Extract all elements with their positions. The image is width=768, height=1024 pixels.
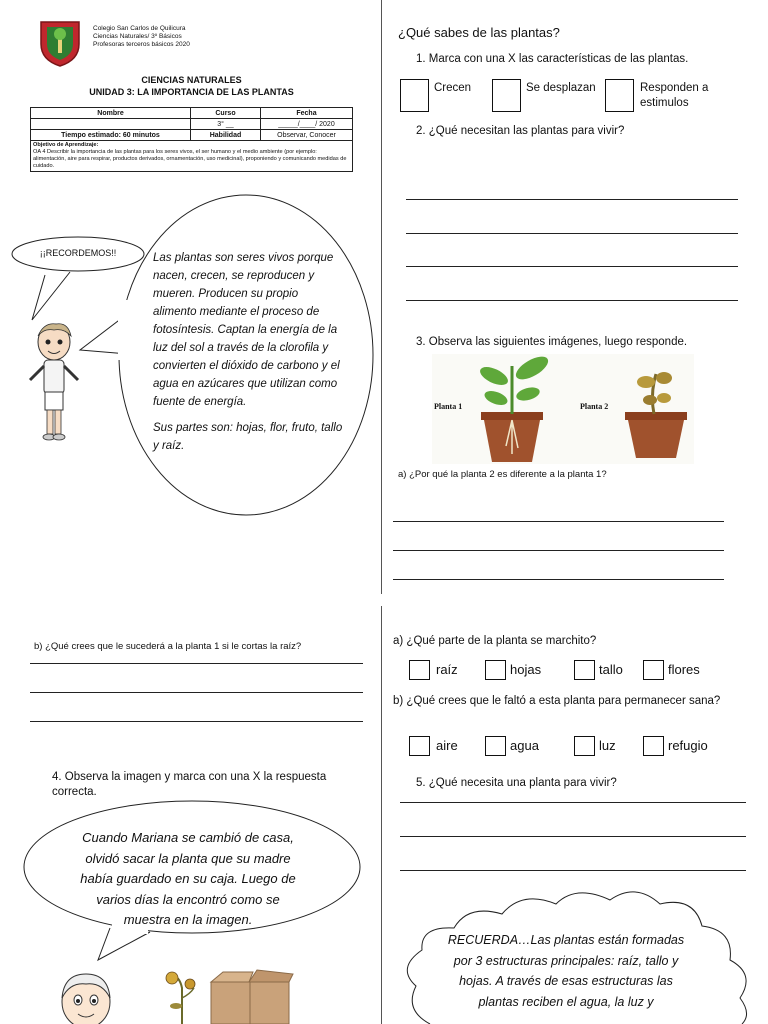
label-raiz: raíz [436, 662, 458, 677]
label-desplazan: Se desplazan [526, 82, 596, 94]
answer-line-q5-3[interactable] [400, 870, 746, 871]
checkbox-desplazan[interactable] [492, 79, 521, 112]
label-planta-1: Planta 1 [434, 402, 463, 411]
nombre-field[interactable] [31, 119, 191, 130]
question-3b: b) ¿Qué crees que le sucederá a la planta 1 si le cortas la raíz? [34, 641, 302, 652]
checkbox-aire[interactable] [409, 736, 430, 756]
recordemos-bubble-text: ¡¡RECORDEMOS!! [39, 248, 117, 258]
fecha-field[interactable]: _____/____/ 2020 [261, 119, 353, 130]
objetivo-title: Objetivo de Aprendizaje: [33, 142, 99, 148]
label-tallo: tallo [599, 662, 623, 677]
label-agua: agua [510, 738, 539, 753]
label-flores: flores [668, 662, 700, 677]
cardboard-box-illustration [205, 968, 295, 1024]
header-nombre: Nombre [31, 108, 191, 119]
label-aire: aire [436, 738, 458, 753]
question-4: 4. Observa la imagen y marca con una X la respuesta correcta. [52, 771, 327, 798]
habilidad-value: Observar, Conocer [261, 130, 353, 141]
checkbox-flores[interactable] [643, 660, 664, 680]
question-4b: b) ¿Qué crees que le faltó a esta planta para permanecer sana? [393, 695, 721, 707]
answer-line-q2-3[interactable] [406, 266, 738, 267]
question-5: 5. ¿Qué necesita una planta para vivir? [416, 777, 617, 789]
withered-flower-illustration [160, 968, 206, 1024]
school-teachers: Profesoras terceros básicos 2020 [93, 41, 190, 48]
question-2: 2. ¿Qué necesitan las plantas para vivir? [416, 125, 625, 137]
answer-line-q3a-1[interactable] [393, 521, 724, 522]
answer-line-q3b-3[interactable] [30, 721, 363, 722]
page-divider-top [381, 0, 382, 594]
school-name: Colegio San Carlos de Quilicura [93, 25, 186, 32]
objetivo-text: OA 4 Describir la importancia de las plantas para los seres vivos, el ser humano y el medio ambiente (por ejemplo: alimentación, aire para respirar, productos derivados, ornamentación, uso medicinal), proponiendo y comunicando medidas de cuidado. [33, 149, 347, 169]
question-3a: a) ¿Por qué la planta 2 es diferente a la planta 1? [398, 469, 607, 480]
info-table [30, 107, 353, 172]
tiempo-estimado: Tiempo estimado: 60 minutos [31, 130, 191, 141]
answer-line-q5-2[interactable] [400, 836, 746, 837]
objetivo-box [30, 141, 353, 172]
curso-field[interactable]: 3° __ [191, 119, 261, 130]
answer-line-q3b-1[interactable] [30, 663, 363, 664]
checkbox-refugio[interactable] [643, 736, 664, 756]
checkbox-luz[interactable] [574, 736, 595, 756]
checkbox-agua[interactable] [485, 736, 506, 756]
recordemos-paragraph-2: Sus partes son: hojas, flor, fruto, tallo y raíz. [153, 422, 343, 452]
checkbox-tallo[interactable] [574, 660, 595, 680]
girl-face-illustration [56, 968, 116, 1024]
recordemos-text [153, 249, 343, 455]
school-subject: Ciencias Naturales/ 3º Básicos [93, 33, 182, 40]
checkbox-hojas[interactable] [485, 660, 506, 680]
answer-line-q2-4[interactable] [406, 300, 738, 301]
checkbox-raiz[interactable] [409, 660, 430, 680]
label-refugio: refugio [668, 738, 708, 753]
plants-image [432, 354, 694, 464]
question-4a: a) ¿Qué parte de la planta se marchito? [393, 635, 597, 647]
question-1: 1. Marca con una X las características de las plantas. [416, 53, 689, 65]
label-planta-2: Planta 2 [580, 402, 609, 411]
header-fecha: Fecha [261, 108, 353, 119]
story-text: Cuando Mariana se cambió de casa, olvidó sacar la planta que su madre había guardado en su caja. Luego de varios días la encontró como se muestra en la imagen. [80, 830, 296, 927]
recuerda-text: RECUERDA…Las plantas están formadas por 3 estructuras principales: raíz, tallo y hojas. A través de esas estructuras las plantas reciben el agua, la luz y [447, 933, 685, 1009]
habilidad-label: Habilidad [191, 130, 261, 141]
answer-line-q5-1[interactable] [400, 802, 746, 803]
plants-drawing [432, 354, 694, 464]
school-shield-logo [38, 18, 82, 68]
right-heading: ¿Qué sabes de las plantas? [398, 25, 560, 40]
worksheet-title [30, 74, 353, 98]
checkbox-responden[interactable] [605, 79, 634, 112]
recordemos-paragraph-1: Las plantas son seres vivos porque nacen, crecen, se reproducen y mueren. Producen su propio alimento mediante el proceso de fotosíntesis. Captan la energía de la luz del sol a través de la clorofila y convierten el dióxido de carbono y el agua en azúcares que utilizan como fuente de energía. [153, 252, 340, 408]
question-3: 3. Observa las siguientes imágenes, luego responde. [416, 336, 688, 348]
label-responden: Responden a estimulos [640, 82, 709, 109]
header-curso: Curso [191, 108, 261, 119]
subject-title: CIENCIAS NATURALES [141, 75, 242, 85]
boy-character-illustration [24, 318, 86, 442]
answer-line-q2-2[interactable] [406, 233, 738, 234]
label-hojas: hojas [510, 662, 542, 677]
label-crecen: Crecen [434, 82, 472, 94]
school-info [93, 25, 263, 49]
answer-line-q3a-2[interactable] [393, 550, 724, 551]
answer-line-q3b-2[interactable] [30, 692, 363, 693]
unit-title: UNIDAD 3: LA IMPORTANCIA DE LAS PLANTAS [89, 87, 294, 97]
answer-line-q3a-3[interactable] [393, 579, 724, 580]
checkbox-crecen[interactable] [400, 79, 429, 112]
page-divider-bottom [381, 606, 382, 1024]
answer-line-q2-1[interactable] [406, 199, 738, 200]
label-luz: luz [599, 738, 616, 753]
